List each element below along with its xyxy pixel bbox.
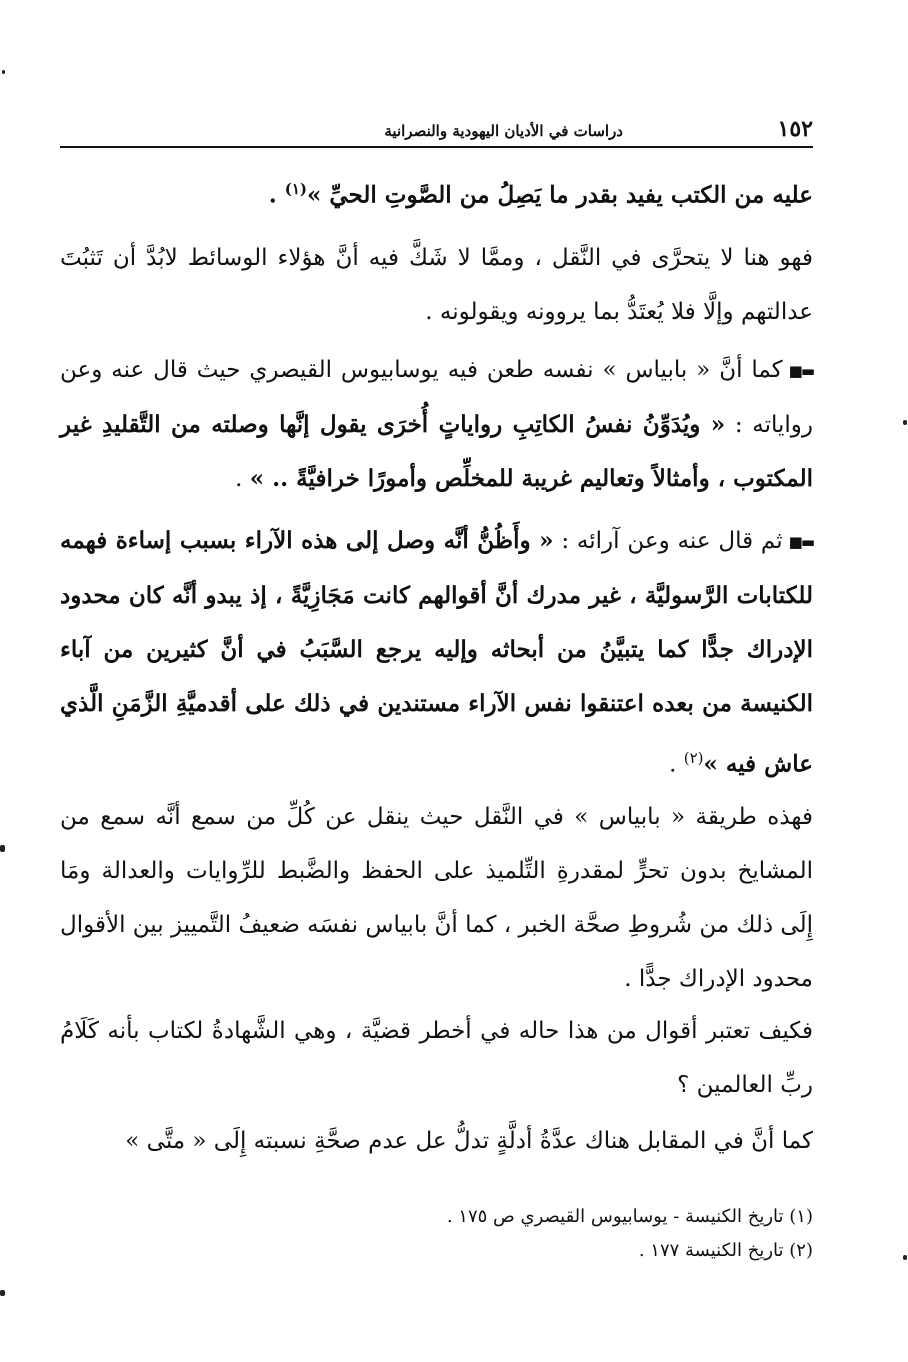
paragraph-4-intro: ثم قال عنه وعن آرائه : xyxy=(553,528,783,554)
paragraph-3-intro: كما أنَّ « بابياس » نفسه طعن فيه يوسابيوس القيصري حيث قال عنه وعن رواياته : xyxy=(60,357,813,438)
paragraph-5: فهذه طريقة « بابياس » في النَّقل حيث ينقل عن كُلِّ من سمع أنَّه سمع من المشايخ بدون تحرٍّ لمقدرةِ التِّلميذ على الحفظ والضَّبط للرِّوايات والعدالة ومَا إِلَى ذلك من شُروطِ صحَّة الخبر ، كما أنَّ بابياس نفسَه ضعيفُ التَّمييز بين الأقوال محدود الإدراك جدًّا . xyxy=(60,804,813,992)
paragraph-1 xyxy=(60,162,813,223)
footnote-ref-1: (١) xyxy=(284,180,307,198)
paragraph-marker-icon: ▬■ xyxy=(788,533,813,551)
paragraph-3 xyxy=(60,343,813,506)
page-number: ١٥٢ xyxy=(777,116,813,142)
scan-speck xyxy=(2,70,5,74)
header-divider xyxy=(60,146,813,148)
footnote-2: (٢) تاريخ الكنيسة ١٧٧ . xyxy=(638,1240,813,1261)
running-title: دراسات في الأديان اليهودية والنصرانية xyxy=(384,122,623,140)
page-header xyxy=(60,116,813,146)
paragraph-7: كما أنَّ في المقابل هناك عدَّةُ أدلَّةٍ تدلُّ عل عدم صحَّةِ نسبته إِلَى « متَّى » xyxy=(125,1128,813,1154)
paragraph-1-end: . xyxy=(268,181,285,209)
paragraph-3-quote: « ويُدَوِّنُ نفسُ الكاتِبِ رواياتٍ أُخرَى يقول إنَّها وصلته من التَّقليدِ غير المكتوب ، وأمثالاً وتعاليم غريبة للمخلِّص وأمورًا خرافيَّةً .. » xyxy=(60,411,813,492)
footnote-1: (١) تاريخ الكنيسة - يوسابيوس القيصري ص ١٧٥ . xyxy=(446,1206,813,1227)
scan-speck xyxy=(903,420,907,425)
book-page xyxy=(60,0,813,1362)
paragraph-2: فهو هنا لا يتحرَّى في النَّقل ، وممَّا لا شَكَّ فيه أنَّ هؤلاء الوسائط لابُدَّ أن تَثبُتَ عدالتهم وإلَّا فلا يُعتَدُّ بما يروونه ويقولونه . xyxy=(60,245,813,325)
scan-speck xyxy=(0,845,5,852)
paragraph-1-text: عليه من الكتب يفيد بقدر ما يَصِلُ من الصَّوتِ الحيِّ » xyxy=(307,181,813,209)
paragraph-4-quote: « وأَظُنُّ أنَّه وصل إلى هذه الآراء بسبب إساءة فهمه للكتابات الرَّسوليَّة ، غير مدرك أنَّ أقوالهم كانت مَجَازِيَّةً ، إذ يبدو أنَّه كان محدود الإدراك جدًّا كما يتبيَّنُ من أبحاثه وإليه يرجع السَّبَبُ في أنَّ كثيرين من آباء الكنيسة من بعده اعتنقوا نفس الآراء مستندين في ذلك على أقدميَّةِ الزَّمَنِ الَّذي عاش فيه » xyxy=(60,527,813,778)
paragraph-4 xyxy=(60,514,813,792)
paragraph-6: فكيف تعتبر أقوال من هذا حاله في أخطر قضيَّة ، وهي الشَّهادةُ لكتاب بأنه كَلَامُ ربِّ العالمين ؟ xyxy=(60,1018,813,1098)
scan-speck xyxy=(0,1290,5,1296)
paragraph-3-end: . xyxy=(235,466,250,492)
footnote-ref-2: (٢) xyxy=(683,749,704,767)
paragraph-marker-icon: ▬■ xyxy=(788,362,813,380)
paragraph-4-end: . xyxy=(669,751,684,778)
scan-speck xyxy=(903,1255,907,1260)
footnotes xyxy=(60,1200,813,1268)
